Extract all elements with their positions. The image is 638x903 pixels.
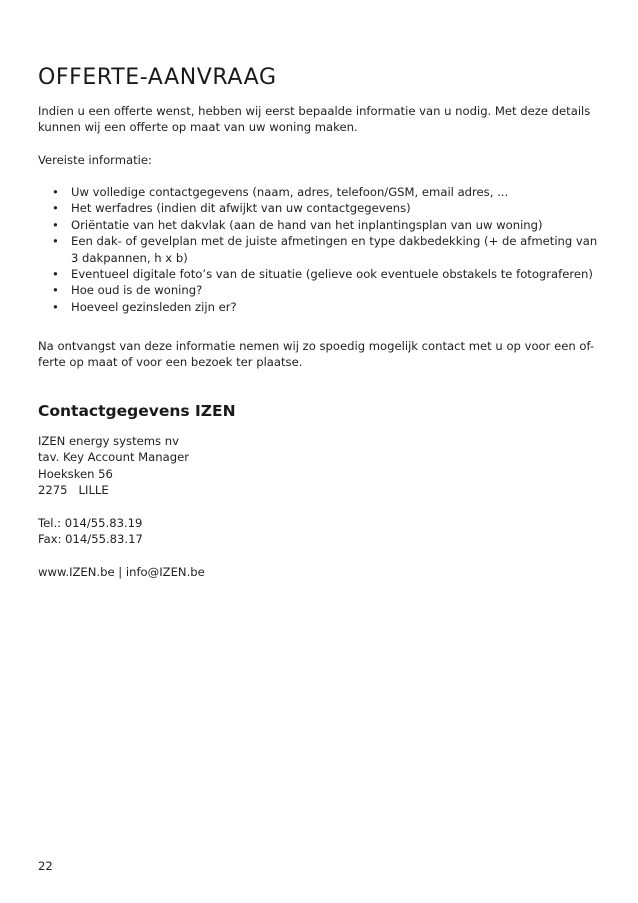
attention-line: tav. Key Account Manager [38, 450, 190, 465]
page-number: 22 [38, 859, 53, 873]
list-item-text: Hoeveel gezinsleden zijn er? [71, 299, 237, 314]
list-item [38, 217, 598, 233]
fax: Fax: 014/55.83.17 [38, 532, 143, 547]
bullet-icon: • [52, 283, 59, 298]
street-address: Hoeksken 56 [38, 466, 113, 481]
required-info-list [38, 184, 598, 315]
bullet-icon: • [52, 299, 59, 314]
list-item [38, 266, 598, 282]
postal-city: 2275 LILLE [38, 483, 109, 498]
list-item-text: Een dak- of gevelplan met de juiste afmetingen en type dakbedekking (+ de afmeting van 3 dakpannen, h x b) [71, 234, 598, 265]
intro-paragraph: Indien u een offerte wenst, hebben wij eerst bepaalde informatie van u nodig. Met deze details kunnen wij een offerte op maat van uw woning maken. [38, 104, 591, 135]
required-info-label: Vereiste informatie: [38, 153, 152, 167]
spacer [38, 499, 438, 515]
bullet-icon: • [52, 234, 59, 249]
contact-details [38, 433, 438, 581]
page-title: OFFERTE-AANVRAAG [38, 65, 277, 90]
list-item [38, 233, 598, 266]
closing-paragraph: Na ontvangst van deze informatie nemen wij zo spoedig mogelijk contact met u op voor een of-ferte op maat of voor een bezoek ter plaatse. [38, 339, 595, 370]
web-and-email: www.IZEN.be | info@IZEN.be [38, 565, 205, 580]
spacer [38, 548, 438, 564]
list-item [38, 200, 598, 216]
list-item [38, 299, 598, 315]
bullet-icon: • [52, 201, 59, 216]
telephone: Tel.: 014/55.83.19 [38, 515, 143, 530]
company-name: IZEN energy systems nv [38, 434, 179, 448]
bullet-icon: • [52, 267, 59, 282]
list-item [38, 184, 598, 200]
list-item-text: Oriëntatie van het dakvlak (aan de hand van het inplantingsplan van uw woning) [71, 217, 543, 232]
list-item-text: Hoe oud is de woning? [71, 283, 203, 298]
list-item-text: Het werfadres (indien dit afwijkt van uw contactgegevens) [71, 201, 411, 216]
list-item-text: Eventueel digitale foto’s van de situatie (gelieve ook eventuele obstakels te fotograferen) [71, 267, 593, 282]
bullet-icon: • [52, 185, 59, 199]
list-item [38, 282, 598, 298]
bullet-icon: • [52, 217, 59, 232]
contact-heading: Contactgegevens IZEN [38, 402, 236, 420]
list-item-text: Uw volledige contactgegevens (naam, adres, telefoon/GSM, email adres, ... [71, 185, 509, 199]
